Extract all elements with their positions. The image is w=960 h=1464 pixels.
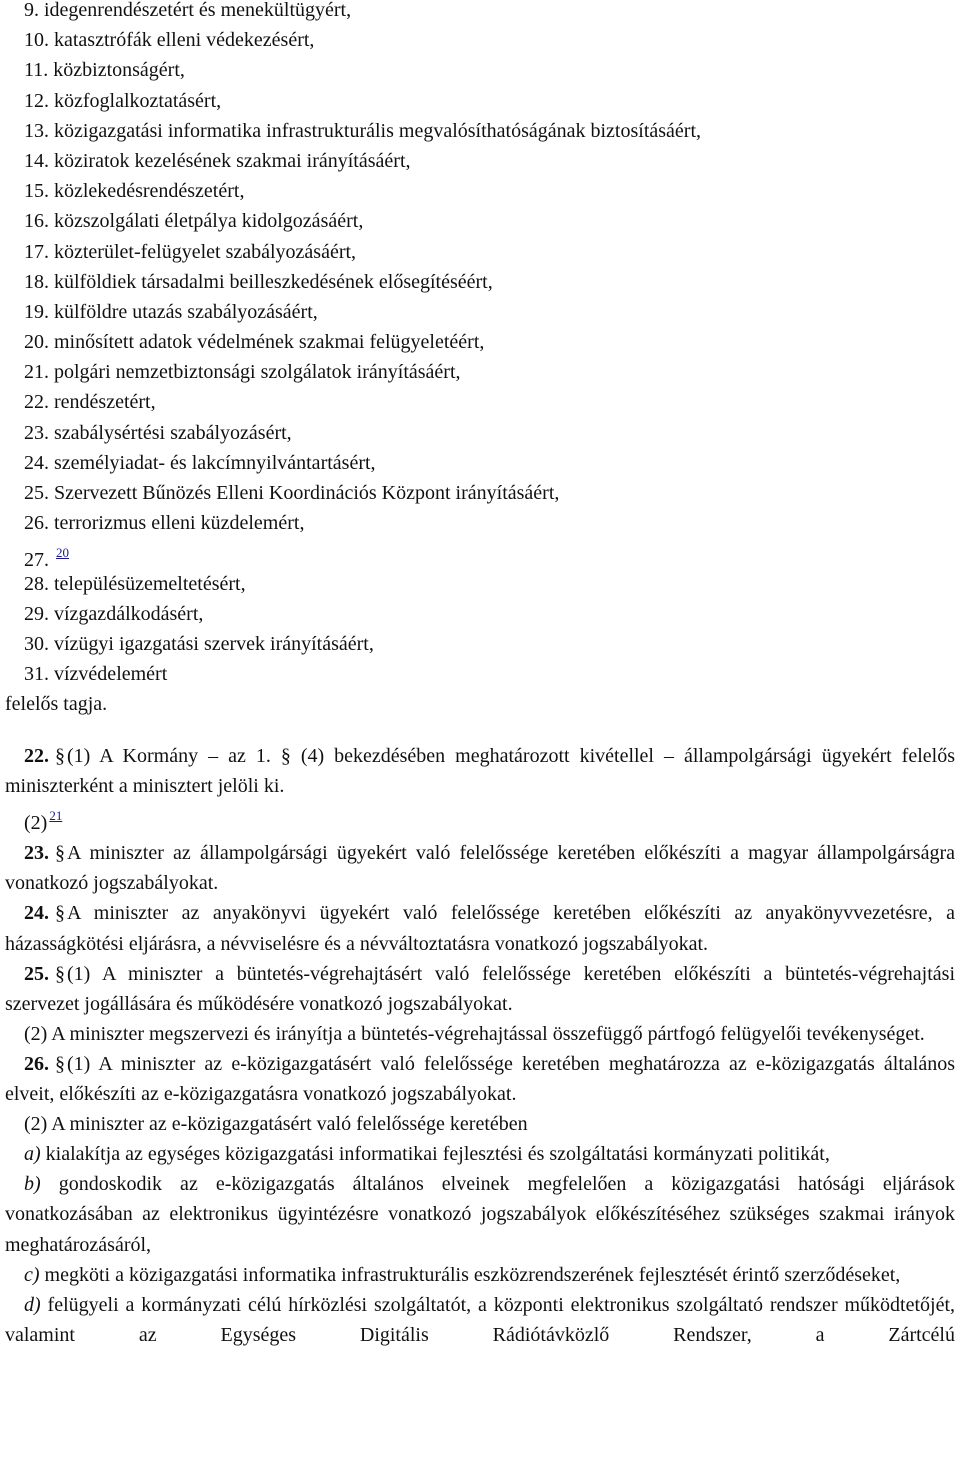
list-item-text: településüzemeltetésért,	[54, 572, 246, 595]
list-item	[0, 116, 960, 146]
list-item-text: rendészetért,	[54, 391, 156, 414]
point-text: kialakítja az egységes közigazgatási informatikai fejlesztési és szolgáltatási kormányzati politikát,	[45, 1143, 830, 1166]
list-item-number: 11.	[24, 59, 49, 82]
list-item	[0, 478, 960, 508]
section-sign: §	[55, 1052, 65, 1075]
list-item	[0, 206, 960, 236]
section-25-para-1	[5, 959, 955, 1019]
list-item-number: 15.	[24, 180, 49, 203]
list-item-text: külföldiek társadalmi beilleszkedésének elősegítéséért,	[54, 270, 493, 293]
section-sign: §	[55, 902, 65, 925]
list-item-number: 18.	[24, 270, 49, 293]
list-item-text: közbiztonságért,	[53, 59, 185, 82]
responsibility-list	[0, 0, 960, 720]
point-d	[5, 1290, 955, 1350]
list-item-number: 14.	[24, 149, 49, 172]
list-item	[0, 237, 960, 267]
list-item	[0, 176, 960, 206]
section-23	[5, 838, 955, 898]
point-a	[5, 1139, 955, 1169]
section-24	[5, 898, 955, 958]
list-item-number: 9.	[24, 0, 39, 21]
section-number: 25.	[24, 962, 49, 985]
list-item	[0, 55, 960, 85]
list-item	[0, 538, 960, 572]
list-item-text: közterület-felügyelet szabályozásáért,	[54, 240, 357, 263]
list-item-number: 16.	[24, 210, 49, 233]
section-text: (1) A miniszter az e-közigazgatásért való felelőssége keretében meghatározza az e-közigazgatás általános elveit, előkészíti az e-közigazgatásra vonatkozó jogszabályokat.	[5, 1052, 955, 1106]
list-item-text: Szervezett Bűnözés Elleni Koordinációs Központ irányításáért,	[54, 482, 560, 504]
point-label: a)	[24, 1143, 41, 1166]
list-item-text: közlekedésrendészetért,	[54, 180, 245, 203]
list-item-text: szabálysértési szabályozásért,	[54, 421, 292, 444]
list-item-text: minősített adatok védelmének szakmai felügyeletéért,	[54, 331, 485, 354]
list-item-number: 23.	[24, 421, 49, 444]
list-item-number: 27.	[24, 549, 49, 572]
section-text: A miniszter az anyakönyvi ügyekért való felelőssége keretében előkészíti az anyakönyvvezetésre, a házasságkötési eljárásra, a névviselésre és a névváltoztatásra vonatkozó jogszabályokat.	[5, 902, 955, 955]
point-label: c)	[24, 1263, 40, 1286]
list-item	[0, 25, 960, 55]
section-number: 23.	[24, 842, 49, 865]
list-item-text: köziratok kezelésének szakmai irányításáért,	[54, 149, 411, 172]
list-item-number: 13.	[24, 119, 49, 142]
list-item	[0, 146, 960, 176]
list-item-number: 10.	[24, 29, 49, 52]
section-sign: §	[55, 842, 65, 865]
list-item-number: 20.	[24, 331, 49, 354]
list-item	[0, 327, 960, 357]
list-item	[0, 508, 960, 538]
list-item	[0, 387, 960, 417]
list-item-text: polgári nemzetbiztonsági szolgálatok irányításáért,	[54, 361, 461, 384]
point-text: felügyeli a kormányzati célú hírközlési szolgáltatót, a központi elektronikus szolgáltató rendszer működtetőjét, valamint az Egységes Digitális Rádiótávközlő Rendszer, a Zártcélú	[5, 1293, 956, 1346]
section-number: 26.	[24, 1052, 49, 1075]
list-item	[0, 659, 960, 689]
list-item-text: vízügyi igazgatási szervek irányításáért,	[54, 632, 374, 655]
section-sign: §	[55, 962, 65, 985]
point-c	[5, 1260, 955, 1290]
list-item-number: 30.	[24, 632, 49, 655]
list-item	[0, 357, 960, 387]
list-item	[0, 418, 960, 448]
paragraph-label: (2)	[24, 812, 48, 835]
list-item	[0, 448, 960, 478]
point-label: b)	[24, 1173, 41, 1196]
list-item-number: 26.	[24, 512, 49, 535]
list-item-text: katasztrófák elleni védekezésért,	[54, 29, 315, 52]
section-sign: §	[55, 745, 65, 767]
point-text: megköti a közigazgatási informatika infrastrukturális eszközrendszerének fejlesztését érintő szerződéseket,	[44, 1263, 901, 1286]
list-item-text: idegenrendészetért és menekültügyért,	[44, 0, 352, 21]
footnote-link[interactable]: 21	[49, 808, 63, 824]
list-item-number: 19.	[24, 300, 49, 323]
point-text: gondoskodik az e-közigazgatás általános elveinek megfelelően a közigazgatási hatósági eljárások vonatkozásában az elektronikus ügyintézésre vonatkozó jogszabályok előkészítéséhez szükséges szakmai irányok meghatározásáról,	[5, 1173, 956, 1256]
list-item-number: 25.	[24, 482, 49, 504]
list-item	[0, 0, 960, 25]
list-item-number: 24.	[24, 451, 49, 474]
document-body	[5, 741, 955, 1350]
list-item	[0, 569, 960, 599]
list-item-text: közigazgatási informatika infrastrukturális megvalósíthatóságának biztosításáért,	[54, 119, 702, 142]
list-item	[0, 86, 960, 116]
section-text: A miniszter az állampolgársági ügyekért való felelőssége keretében előkészíti a magyar állampolgárságra vonatkozó jogszabályokat.	[5, 842, 955, 895]
point-label: d)	[24, 1293, 41, 1316]
list-item-text: vízvédelemért	[54, 663, 168, 686]
list-item-number: 17.	[24, 240, 49, 263]
section-26-para-2: (2) A miniszter az e-közigazgatásért való felelőssége keretében	[24, 1113, 528, 1136]
list-item-text: közszolgálati életpálya kidolgozásáért,	[54, 210, 364, 233]
list-item-number: 12.	[24, 89, 49, 112]
section-number: 24.	[24, 902, 49, 925]
list-item	[0, 629, 960, 659]
section-25-para-2: (2) A miniszter megszervezi és irányítja a büntetés-végrehajtással összefüggő pártfogó felügyelői tevékenységet.	[24, 1022, 925, 1045]
section-text: (1) A miniszter a büntetés-végrehajtásért való felelőssége keretében előkészíti a büntetés-végrehajtási szervezet jogállására és működésére vonatkozó jogszabályokat.	[5, 962, 955, 1015]
list-item-number: 21.	[24, 361, 49, 384]
list-item-number: 28.	[24, 572, 49, 595]
list-closing-text: felelős tagja.	[5, 693, 108, 716]
section-number: 22.	[24, 745, 49, 767]
list-item-number: 31.	[24, 663, 49, 686]
list-item	[0, 267, 960, 297]
list-item-text: külföldre utazás szabályozásáért,	[54, 300, 318, 323]
list-item-number: 29.	[24, 602, 49, 625]
section-22-para-2	[5, 801, 955, 838]
section-22-para-1	[5, 741, 955, 801]
list-item-text: vízgazdálkodásért,	[54, 602, 204, 625]
point-b	[5, 1169, 955, 1259]
section-26-para-1	[5, 1049, 955, 1109]
list-item-text: személyiadat- és lakcímnyilvántartásért,	[54, 451, 376, 474]
list-item	[0, 297, 960, 327]
list-item-text: terrorizmus elleni küzdelemért,	[54, 512, 305, 535]
section-text: (1) A Kormány – az 1. § (4) bekezdésében meghatározott kivétellel – állampolgársági ügyekért felelős miniszterként a minisztert jelöli ki.	[5, 745, 955, 798]
list-item-text: közfoglalkoztatásért,	[54, 89, 222, 112]
list-item	[0, 599, 960, 629]
list-item-number: 22.	[24, 391, 49, 414]
footnote-link[interactable]: 20	[56, 545, 69, 561]
